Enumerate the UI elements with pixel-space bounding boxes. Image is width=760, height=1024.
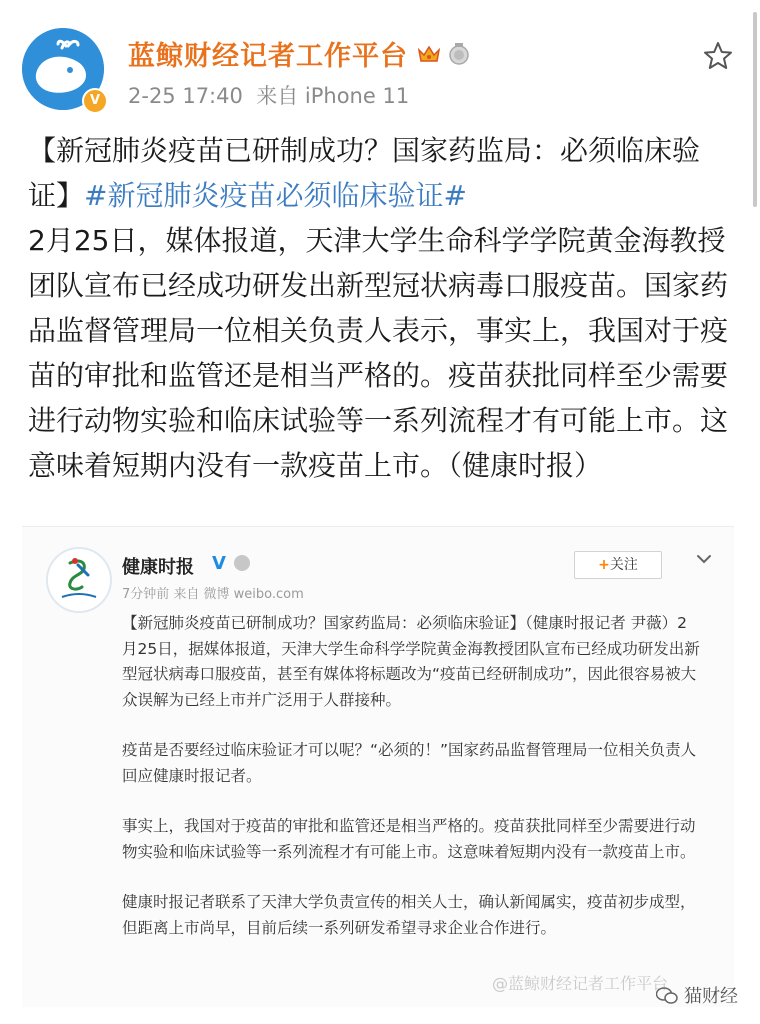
embed-text	[122, 611, 702, 966]
footer-brand-name: 猫财经	[684, 986, 738, 1007]
embed-paragraph: 健康时报记者联系了天津大学负责宣传的相关人士，确认新闻属实，疫苗初步成型，但距离上市尚早，目前后续一系列研发希望寻求企业合作进行。	[122, 893, 696, 937]
embed-paragraph: 事实上，我国对于疫苗的审批和监管还是相当严格的。疫苗获批同样至少需要进行动物实验和临床试验等一系列流程才有可能上市。这意味着短期内没有一款疫苗上市。	[122, 817, 696, 861]
post-meta	[128, 80, 409, 110]
post-title: 【新冠肺炎疫苗已研制成功？国家药监局：必须临床验证】	[28, 134, 701, 212]
embedded-weibo-screenshot	[22, 526, 734, 1007]
verified-badge-icon: V	[82, 88, 108, 114]
watermark: @蓝鲸财经记者工作平台	[492, 974, 669, 993]
embed-verified-icon: V	[212, 553, 226, 574]
post-header	[22, 28, 738, 118]
chevron-down-icon[interactable]	[694, 549, 714, 569]
jiankang-shibao-logo	[48, 549, 110, 611]
star-icon[interactable]	[702, 40, 734, 72]
post-time: 2-25 17:40	[128, 84, 243, 108]
wechat-icon	[656, 987, 678, 1005]
embed-username[interactable]: 健康时报	[122, 557, 194, 578]
post-username[interactable]: 蓝鲸财经记者工作平台	[128, 41, 408, 72]
post-text: 2月25日，媒体报道，天津大学生命科学学院黄金海教授团队宣布已经成功研发出新型冠状病毒口服疫苗。国家药品监督管理局一位相关负责人表示，事实上，我国对于疫苗的审批和监管还是相当严格的。疫苗获批同样至少需要进行动物实验和临床试验等一系列流程才有可能上市。这意味着短期内没有一款疫苗上市。（健康时报）	[28, 224, 729, 482]
medal-icon	[447, 42, 471, 66]
scrollbar[interactable]	[753, 12, 757, 207]
footer-brand	[656, 982, 738, 1008]
follow-button[interactable]	[574, 551, 662, 579]
medal-icon	[234, 555, 250, 571]
embed-paragraph: 【新冠肺炎疫苗已研制成功？国家药监局：必须临床验证】（健康时报记者 尹薇）2月25日，据媒体报道，天津大学生命科学学院黄金海教授团队宣布已经成功研发出新型冠状病毒口服疫苗，甚至有媒体将标题改为“疫苗已经研制成功”，因此很容易被大众误解为已经上市并广泛用于人群接种。	[122, 614, 700, 709]
post-source: 来自 iPhone 11	[256, 84, 410, 108]
embed-meta: 7分钟前 来自 微博 weibo.com	[122, 587, 304, 602]
crown-icon	[417, 42, 441, 66]
embed-paragraph: 疫苗是否要经过临床验证才可以呢？“必须的！”国家药品监督管理局一位相关负责人回应健康时报记者。	[122, 741, 697, 785]
follow-label: 关注	[609, 557, 638, 573]
post-body	[28, 128, 728, 488]
plus-icon: +	[598, 557, 610, 573]
post-hashtag[interactable]: #新冠肺炎疫苗必须临床验证#	[84, 179, 467, 212]
embed-avatar	[46, 547, 112, 613]
